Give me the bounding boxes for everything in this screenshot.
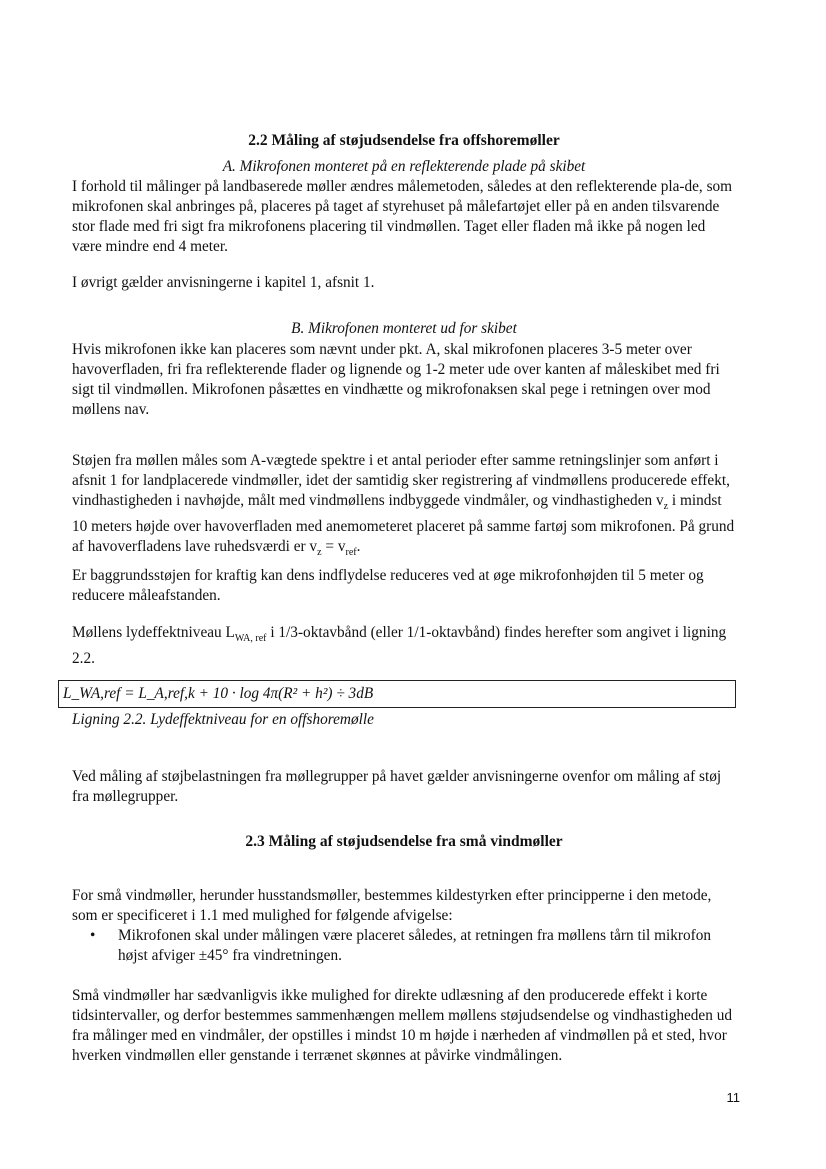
paragraph-turbine-groups: Ved måling af støjbelastningen fra møllegrupper på havet gælder anvisningerne ovenfor om måling af støj fra møllegrupper. xyxy=(72,768,722,805)
paragraph-small-turbines: For små vindmøller, herunder husstandsmøller, bestemmes kildestyrken efter principperne i den metode, som er specificeret i 1.1 med mulighed for følgende afvigelse: xyxy=(72,887,712,924)
section-heading-2-3: 2.3 Måling af støjudsendelse fra små vindmøller xyxy=(245,833,563,850)
paragraph-a: I forhold til målinger på landbaserede møller ændres målemetoden, således at den reflekterende pla-de, som mikrofonen skal anbringes på, placeres på taget af styrehuset på målefartøjet eller på en anden tilsvarende stor flade med fri sigt fra mikrofonens placering til vindmøllen. Taget eller fladen må ikke på nogen led være mindre end 4 meter. xyxy=(72,178,733,255)
paragraph-background-noise: Er baggrundsstøjen for kraftig kan dens indflydelse reduceres ved at øge mikrofonhøjden til 5 meter og reducere måleafstanden. xyxy=(72,567,704,604)
bullet-icon: • xyxy=(90,927,96,944)
paragraph-b: Hvis mikrofonen ikke kan placeres som nævnt under pkt. A, skal mikrofonen placeres 3-5 meter over havoverfladen, fri fra reflekterende flader og lignende og 1-2 meter ude over kanten af måleskibet med fri sigt til vindmøllen. Mikrofonen påsættes en vindhætte og mikrofonaksen skal pege i retningen over mod møllens nav. xyxy=(72,341,720,418)
section-heading-2-2: 2.2 Måling af støjudsendelse fra offshoremøller xyxy=(248,132,560,149)
subheading-a: A. Mikrofonen monteret på en reflekterende plade på skibet xyxy=(222,158,586,175)
page-number: 11 xyxy=(726,1090,740,1105)
paragraph-measurement: Støjen fra møllen måles som A-vægtede spektre i et antal perioder efter samme retningslinjer som anført i afsnit 1 for landplacerede vindmøller, idet der samtidig sker registrering af vindmøllens producerede effekt, vindhastigheden i navhøjde, målt med vindmøllens indbyggede vindmåler, og vindhastigheden $v_z$ i mindst 10 meters højde over havoverfladen med anemometeret placeret på samme fartøj som mikrofonen. På grund af havoverfladens lave ruhedsværdi er $v_z = v_{ref}$. xyxy=(72,452,735,559)
equation-caption: Ligning 2.2. Lydeffektniveau for en offshoremølle xyxy=(72,711,374,728)
paragraph-general-note: I øvrigt gælder anvisningerne i kapitel 1, afsnit 1. xyxy=(72,274,375,291)
equation-2-2: L_WA,ref = L_A,ref,k + 10 · log 4π(R² + h²) ÷ 3dB xyxy=(63,685,374,702)
equation-2-2-box xyxy=(58,680,736,708)
bullet-text: Mikrofonen skal under målingen være placeret således, at retningen fra møllens tårn til mikrofon højst afviger ±45° fra vindretningen. xyxy=(118,927,711,964)
subheading-b: B. Mikrofonen monteret ud for skibet xyxy=(291,320,517,337)
paragraph-sound-power: Møllens lydeffektniveau $L_{WA, ref}$ i 1/3-oktavbånd (eller 1/1-oktavbånd) findes herefter som angivet i ligning 2.2. xyxy=(72,624,727,668)
paragraph-small-turbines-wind: Små vindmøller har sædvanligvis ikke mulighed for direkte udlæsning af den producerede effekt i korte tidsintervaller, og derfor bestemmes sammenhængen mellem møllens støjudsendelse og vindhastigheden ud fra målinger med en vindmåler, der opstilles i mindst 10 m højde i nærheden af vindmøllen på et sted, hvor hverken vindmøllen eller genstande i terrænet skønnes at påvirke vindmålingen. xyxy=(72,987,732,1064)
